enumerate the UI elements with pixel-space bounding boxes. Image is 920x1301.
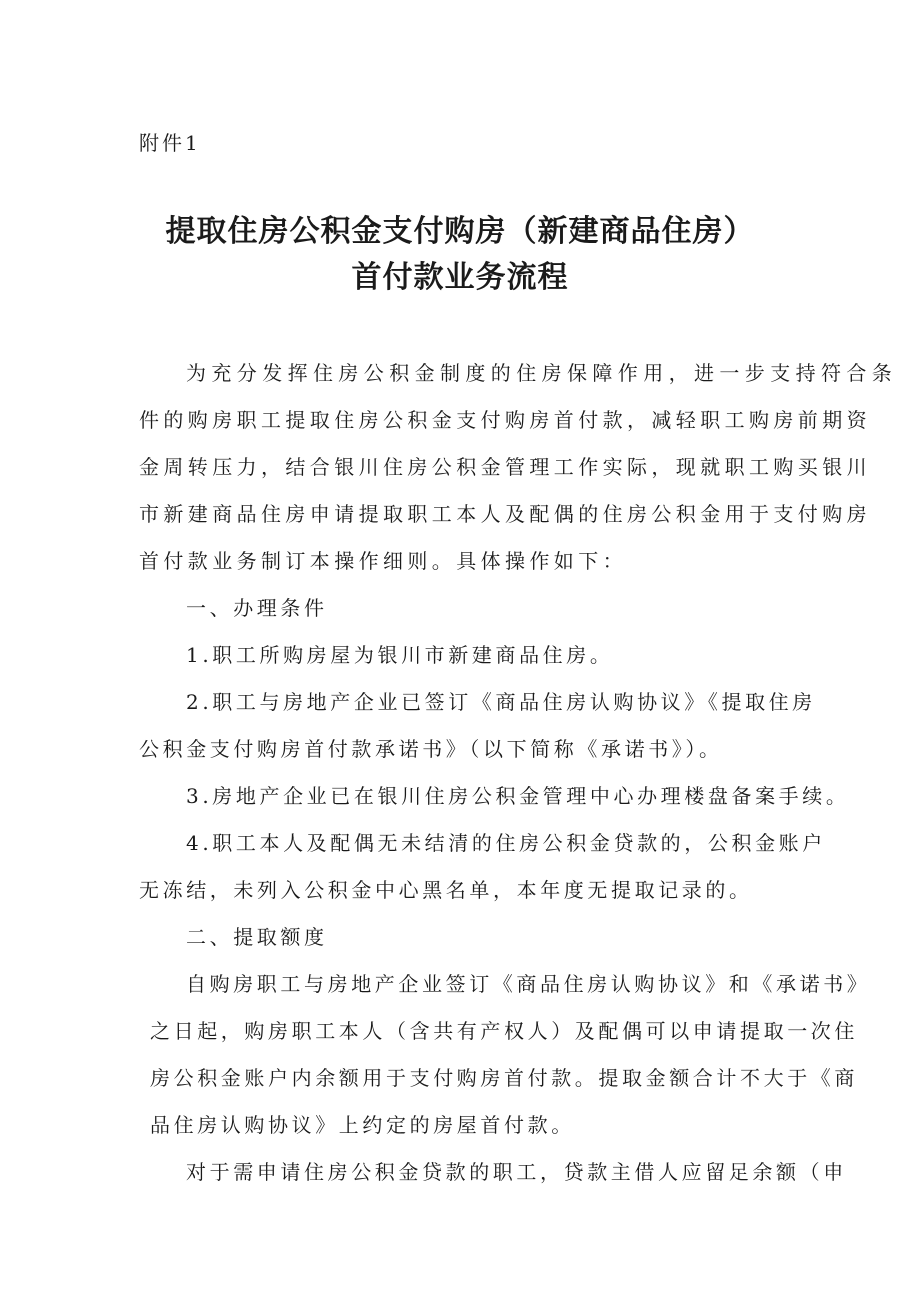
amount-line-1: 自购房职工与房地产企业签订《商品住房认购协议》和《承诺书》 <box>186 972 871 996</box>
intro-line-2: 件的购房职工提取住房公积金支付购房首付款，减轻职工购房前期资 <box>139 408 871 432</box>
intro-line-3: 金周转压力，结合银川住房公积金管理工作实际，现就职工购买银川 <box>139 455 871 479</box>
condition-4-line-2: 无冻结，未列入公积金中心黑名单，本年度无提取记录的。 <box>139 878 753 902</box>
intro-line-4: 市新建商品住房申请提取职工本人及配偶的住房公积金用于支付购房 <box>139 502 871 526</box>
condition-2-line-1: 2.职工与房地产企业已签订《商品住房认购协议》《提取住房 <box>186 690 816 714</box>
intro-line-5: 首付款业务制订本操作细则。具体操作如下： <box>139 549 627 573</box>
document-title-line-1: 提取住房公积金支付购房（新建商品住房） <box>165 214 755 249</box>
amount-line-4: 品住房认购协议》上约定的房屋首付款。 <box>150 1113 575 1137</box>
attachment-label: 附件1 <box>139 131 201 155</box>
condition-2-line-2: 公积金支付购房首付款承诺书》（以下简称《承诺书》）。 <box>139 737 723 761</box>
section-1-heading: 一、办理条件 <box>186 596 328 620</box>
condition-1: 1.职工所购房屋为银川市新建商品住房。 <box>186 643 614 667</box>
section-2-heading: 二、提取额度 <box>186 925 328 949</box>
amount-line-3: 房公积金账户内余额用于支付购房首付款。提取金额合计不大于《商 <box>150 1066 858 1090</box>
loan-line-1: 对于需申请住房公积金贷款的职工，贷款主借人应留足余额（申 <box>186 1160 847 1184</box>
condition-3: 3.房地产企业已在银川住房公积金管理中心办理楼盘备案手续。 <box>186 784 850 808</box>
amount-line-2: 之日起，购房职工本人（含共有产权人）及配偶可以申请提取一次住 <box>150 1019 858 1043</box>
document-title-line-2: 首付款业务流程 <box>351 260 569 295</box>
intro-line-1: 为充分发挥住房公积金制度的住房保障作用，进一步支持符合条 <box>186 361 898 385</box>
condition-4-line-1: 4.职工本人及配偶无未结清的住房公积金贷款的，公积金账户 <box>186 831 826 855</box>
